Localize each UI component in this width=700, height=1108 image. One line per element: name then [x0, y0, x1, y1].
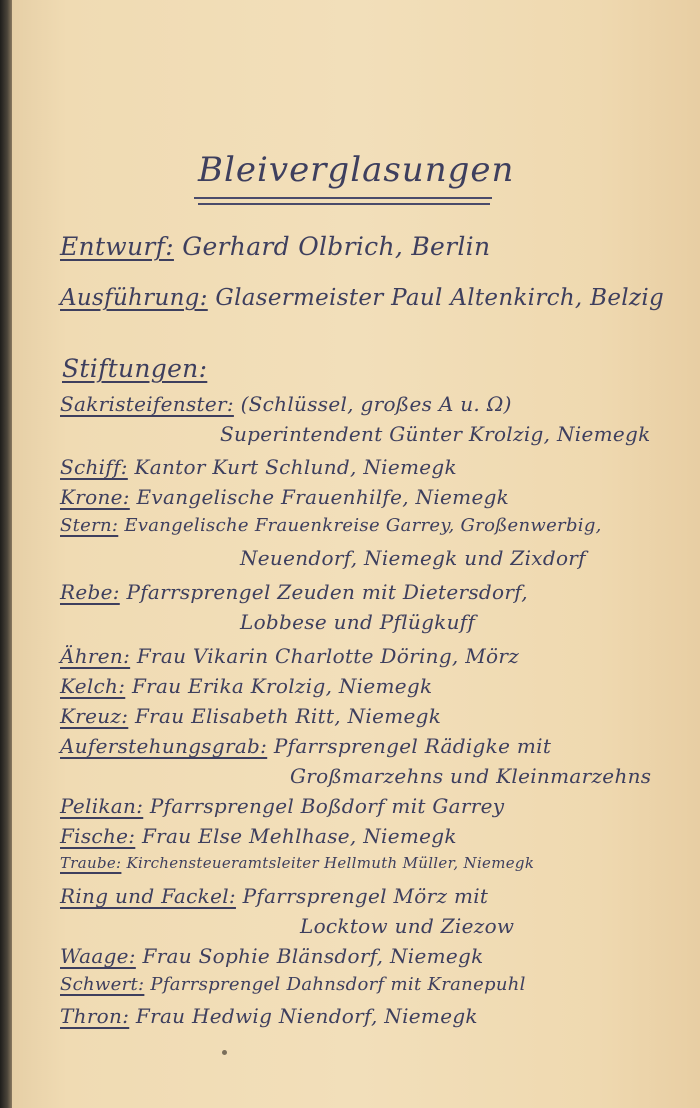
- entry-kelch: Kelch: Frau Erika Krolzig, Niemegk: [60, 674, 433, 698]
- manuscript-page: [12, 0, 700, 1108]
- entry-thron: Thron: Frau Hedwig Niendorf, Niemegk: [60, 1004, 478, 1028]
- entry-schiff: Schiff: Kantor Kurt Schlund, Niemegk: [60, 455, 457, 479]
- stiftungen-heading: Stiftungen:: [62, 354, 208, 383]
- entry-rebe: Rebe: Pfarrsprengel Zeuden mit Dietersdorf,: [60, 580, 528, 604]
- entry-sakristeifenster: Sakristeifenster: (Schlüssel, großes A u. Ω): [60, 392, 512, 416]
- entry-traube: Traube: Kirchensteueramtsleiter Hellmuth Müller, Niemegk: [60, 854, 535, 872]
- ausfuehrung-value: Glasermeister Paul Altenkirch, Belzig: [215, 285, 665, 311]
- entry-sakristeifenster-cont: Superintendent Günter Krolzig, Niemegk: [220, 422, 651, 446]
- entry-krone: Krone: Evangelische Frauenhilfe, Niemegk: [60, 485, 510, 509]
- entry-pelikan: Pelikan: Pfarrsprengel Boßdorf mit Garrey: [60, 794, 505, 818]
- entry-rebe-cont: Lobbese und Pflügkuff: [240, 610, 476, 634]
- book-spine: [0, 0, 12, 1108]
- entwurf-line: [60, 232, 490, 261]
- entry-auferstehungsgrab: Auferstehungsgrab: Pfarrsprengel Rädigke mit: [60, 734, 552, 758]
- title-underline: [194, 197, 492, 199]
- entry-kreuz: Kreuz: Frau Elisabeth Ritt, Niemegk: [60, 704, 442, 728]
- entry-stern-cont: Neuendorf, Niemegk und Zixdorf: [240, 546, 586, 570]
- page-title: Bleiverglasungen: [198, 150, 515, 190]
- ausfuehrung-line: [60, 285, 664, 311]
- entry-fische: Fische: Frau Else Mehlhase, Niemegk: [60, 824, 457, 848]
- entry-ring-und-fackel: Ring und Fackel: Pfarrsprengel Mörz mit: [60, 884, 489, 908]
- title-underline-second: [198, 203, 490, 205]
- entry-waage: Waage: Frau Sophie Blänsdorf, Niemegk: [60, 944, 484, 968]
- ausfuehrung-label: Ausführung:: [60, 285, 208, 311]
- entry-stern: Stern: Evangelische Frauenkreise Garrey, Großenwerbig,: [60, 515, 602, 536]
- entwurf-label: Entwurf:: [60, 232, 174, 261]
- entry-auferstehungsgrab-cont: Großmarzehns und Kleinmarzehns: [290, 764, 652, 788]
- entwurf-value: Gerhard Olbrich, Berlin: [182, 232, 491, 261]
- entry-aehren: Ähren: Frau Vikarin Charlotte Döring, Mörz: [60, 644, 520, 668]
- entry-schwert: Schwert: Pfarrsprengel Dahnsdorf mit Kranepuhl: [60, 974, 526, 995]
- entry-ring-und-fackel-cont: Locktow und Ziezow: [300, 914, 515, 938]
- ink-dot: [222, 1050, 227, 1055]
